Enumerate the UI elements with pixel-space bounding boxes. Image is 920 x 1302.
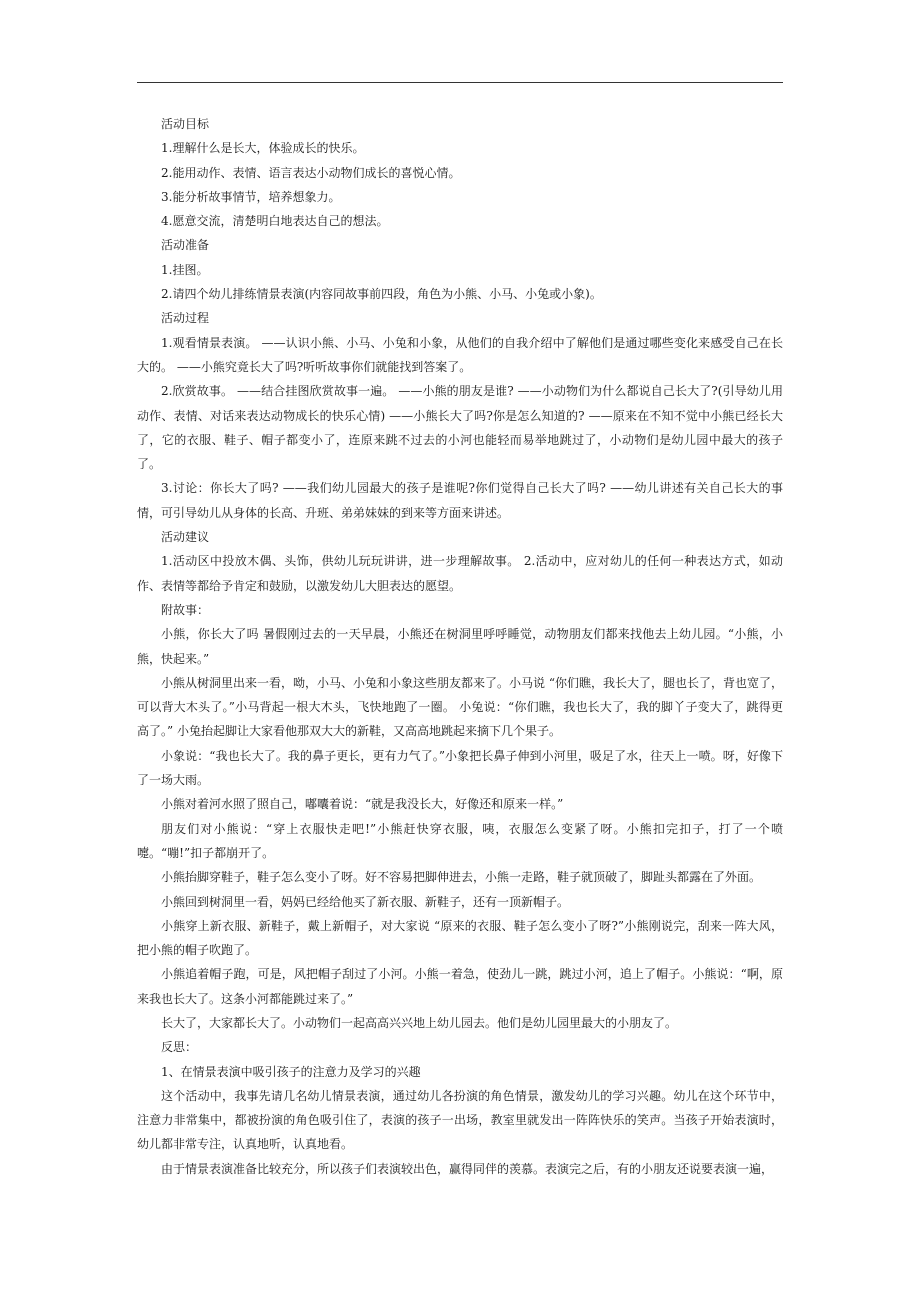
section-heading-preparation: 活动准备 [161, 238, 210, 253]
section-heading-story: 附故事： [161, 602, 210, 617]
story-paragraph: 小熊从树洞里出来一看，呦，小马、小兔和小象这些朋友都来了。小马说 “你们瞧，我长大了，腿也长了，背也宽了，可以背大木头了。”小马背起一根大木头，飞快地跑了一圈。 小兔说：“你们瞧，我也长大了，我的脚丫子变大了，跳得更高了。” 小兔抬起脚让大家看他那双大大的新鞋，又高高地跳起来摘下几个果子。 [137, 675, 783, 739]
story-paragraph: 朋友们对小熊说：“穿上衣服快走吧!”小熊赶快穿衣服，咦，衣服怎么变紧了呀。小熊扣完扣子，打了一个喷嚏。“嘣!”扣子都崩开了。 [137, 821, 783, 860]
story-paragraph: 小熊对着河水照了照自己，嘟囔着说：“就是我没长大，好像还和原来一样。” [161, 797, 564, 812]
story-paragraph: 小熊，你长大了吗 暑假刚过去的一天早晨，小熊还在树洞里呼呼睡觉，动物朋友们都来找他去上幼儿园。“小熊，小熊，快起来。” [137, 627, 783, 666]
suggestion-paragraph: 1.活动区中投放木偶、头饰，供幼儿玩玩讲讲，进一步理解故事。 2.活动中，应对幼儿的任何一种表达方式，如动作、表情等都给予肯定和鼓励，以激发幼儿大胆表达的愿望。 [137, 554, 783, 593]
process-step: 3.讨论：你长大了吗? ——我们幼儿园最大的孩子是谁呢?你们觉得自己长大了吗? ——幼儿讲述有关自己长大的事情，可引导幼儿从身体的长高、升班、弟弟妹妹的到来等方面来讲述。 [137, 481, 783, 520]
story-paragraph: 小象说：“我也长大了。我的鼻子更长，更有力气了。”小象把长鼻子伸到小河里，吸足了水，往天上一喷。呀，好像下了一场大雨。 [137, 748, 783, 788]
section-heading-reflection: 反思： [161, 1040, 198, 1055]
story-paragraph: 小熊追着帽子跑，可是，风把帽子刮过了小河。小熊一着急，使劲儿一跳，跳过小河，追上了帽子。小熊说：“啊，原来我也长大了。这条小河都能跳过来了。” [137, 967, 783, 1006]
section-heading-goals: 活动目标 [161, 117, 210, 131]
section-heading-process: 活动过程 [161, 311, 210, 326]
reflection-subheading: 1、在情景表演中吸引孩子的注意力及学习的兴趣 [161, 1064, 421, 1079]
section-heading-suggestions: 活动建议 [161, 530, 210, 545]
goal-item: 3.能分析故事情节，培养想象力。 [161, 189, 341, 204]
reflection-paragraph: 这个活动中，我事先请几名幼儿情景表演，通过幼儿各扮演的角色情景，激发幼儿的学习兴趣。幼儿在这个环节中，注意力非常集中，都被扮演的角色吸引住了，表演的孩子一出场，教室里就发出一阵阵快乐的笑声。当孩子开始表演时，幼儿都非常专注，认真地听，认真地看。 [137, 1088, 783, 1152]
story-paragraph: 小熊抬脚穿鞋子，鞋子怎么变小了呀。好不容易把脚伸进去，小熊一走路，鞋子就顶破了，脚趾头都露在了外面。 [161, 870, 762, 885]
preparation-item: 2.请四个幼儿排练情景表演(内容同故事前四段，角色为小熊、小马、小兔或小象)。 [161, 287, 602, 302]
document-body [137, 112, 783, 1181]
story-paragraph: 小熊回到树洞里一看，妈妈已经给他买了新衣服、新鞋子，还有一顶新帽子。 [161, 894, 570, 909]
goal-item: 4.愿意交流，清楚明白地表达自己的想法。 [161, 214, 389, 229]
header-rule [137, 82, 783, 83]
goal-item: 1.理解什么是长大，体验成长的快乐。 [161, 141, 365, 156]
reflection-paragraph: 由于情景表演准备比较充分，所以孩子们表演较出色，赢得同伴的羡慕。表演完之后，有的小朋友还说要表演一遍， [161, 1161, 774, 1176]
process-step: 1.观看情景表演。 ——认识小熊、小马、小兔和小象，从他们的自我介绍中了解他们是通过哪些变化来感受自己在长大的。 ——小熊究竟长大了吗?听听故事你们就能找到答案了。 [137, 335, 783, 374]
goal-item: 2.能用动作、表情、语言表达小动物们成长的喜悦心情。 [161, 165, 461, 180]
story-paragraph: 小熊穿上新衣服、新鞋子，戴上新帽子，对大家说 “原来的衣服、鞋子怎么变小了呀?”小熊刚说完，刮来一阵大风，把小熊的帽子吹跑了。 [137, 918, 783, 958]
story-paragraph: 长大了，大家都长大了。小动物们一起高高兴兴地上幼儿园去。他们是幼儿园里最大的小朋友了。 [161, 1015, 678, 1030]
process-step: 2.欣赏故事。 ——结合挂图欣赏故事一遍。 ——小熊的朋友是谁? ——小动物们为什么都说自己长大了?(引导幼儿用动作、表情、对话来表达动物成长的快乐心情) ——小熊长大了吗?你是怎么知道的? ——原来在不知不觉中小熊已经长大了，它的衣服、鞋子、帽子都变小了，连原来跳不过去的小河也能轻而易举地跳过了，小动物们是幼儿园中最大的孩子了。 [137, 384, 783, 472]
preparation-item: 1.挂图。 [161, 262, 209, 277]
